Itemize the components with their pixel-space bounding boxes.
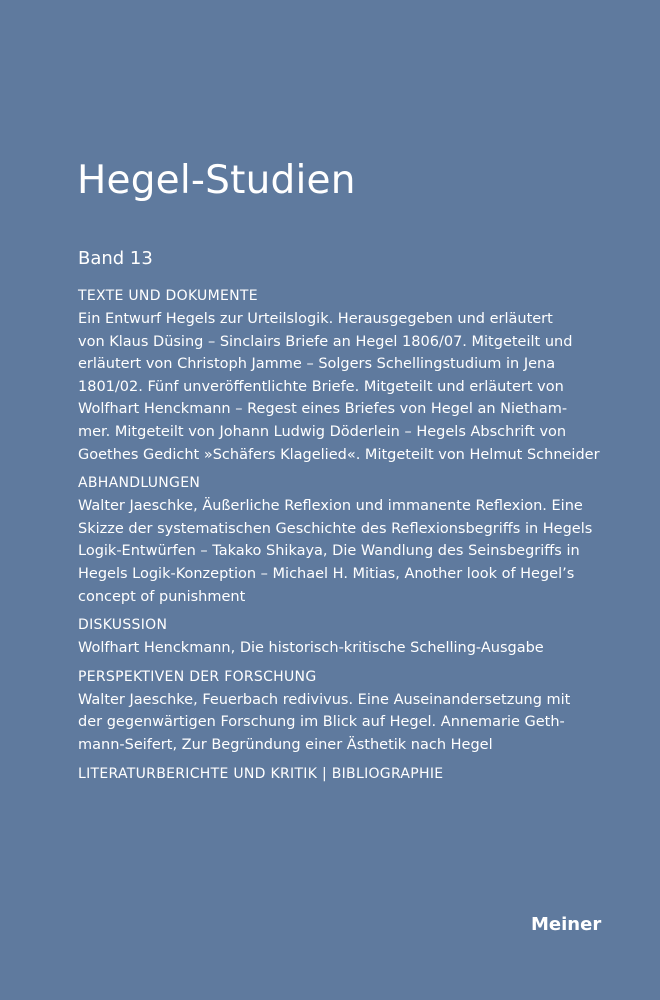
section-line: der gegenwärtigen Forschung im Blick auf Hegel. Annemarie Geth- xyxy=(78,714,565,731)
section-diskussion xyxy=(78,614,638,660)
section-line: mer. Mitgeteilt von Johann Ludwig Döderlein – Hegels Abschrift von xyxy=(78,423,567,440)
section-line: 1801/02. Fünf unveröffentlichte Briefe. Mitgeteilt und erläutert von xyxy=(78,378,564,395)
section-line: mann-Seifert, Zur Begründung einer Ästhetik nach Hegel xyxy=(78,736,493,753)
section-perspektiven-der-forschung xyxy=(78,666,638,757)
footer-sections: LITERATURBERICHTE UND KRITIK | BIBLIOGRAPHIE xyxy=(78,765,444,782)
section-line: erläutert von Christoph Jamme – Solgers Schellingstudium in Jena xyxy=(78,356,556,373)
publisher-logo: Meiner xyxy=(531,914,602,935)
section-texte-und-dokumente xyxy=(78,285,638,466)
section-line: Goethes Gedicht »Schäfers Klagelied«. Mitgeteilt von Helmut Schneider xyxy=(78,446,600,463)
section-heading: PERSPEKTIVEN DER FORSCHUNG xyxy=(78,668,317,685)
section-line: Walter Jaeschke, Äußerliche Reflexion und immanente Reflexion. Eine xyxy=(78,498,583,515)
section-line: Skizze der systematischen Geschichte des Reflexionsbegriffs in Hegels xyxy=(78,520,593,537)
section-heading: TEXTE UND DOKUMENTE xyxy=(78,288,258,304)
section-line: Wolfhart Henckmann – Regest eines Briefes von Hegel an Nietham- xyxy=(78,401,568,418)
section-line: Walter Jaeschke, Feuerbach redivivus. Eine Auseinandersetzung mit xyxy=(78,691,571,708)
volume-number: Band 13 xyxy=(78,248,153,269)
section-line: Wolfhart Henckmann, Die historisch-kritische Schelling-Ausgabe xyxy=(78,640,544,657)
table-of-contents xyxy=(78,285,638,785)
section-line: Ein Entwurf Hegels zur Urteilslogik. Herausgegeben und erläutert xyxy=(78,311,553,327)
section-line: concept of punishment xyxy=(78,588,246,605)
section-heading: ABHANDLUNGEN xyxy=(78,475,201,492)
section-line: Hegels Logik-Konzeption – Michael H. Mitias, Another look of Hegel’s xyxy=(78,565,575,582)
section-abhandlungen xyxy=(78,472,638,608)
section-line: von Klaus Düsing – Sinclairs Briefe an Hegel 1806/07. Mitgeteilt und xyxy=(78,333,573,350)
section-heading: DISKUSSION xyxy=(78,617,168,634)
book-title: Hegel-Studien xyxy=(77,158,356,203)
section-line: Logik-Entwürfen – Takako Shikaya, Die Wandlung des Seinsbegriffs in xyxy=(78,543,580,560)
